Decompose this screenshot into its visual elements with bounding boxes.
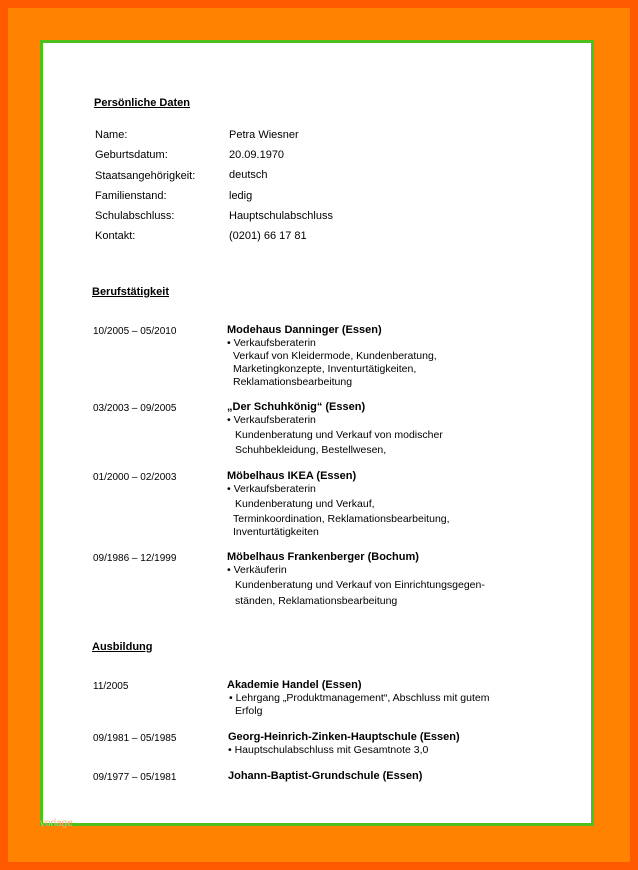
work-line: ständen, Reklamationsbearbeitung [235, 595, 398, 607]
work-entry [227, 470, 450, 539]
work-line: Verkauf von Kleidermode, Kundenberatung, [233, 350, 437, 362]
value-birthdate: 20.09.1970 [229, 149, 285, 161]
work-line: • Verkäuferin [227, 564, 287, 576]
education-line: • Hauptschulabschluss mit Gesamtnote 3,0 [228, 744, 429, 756]
value-marital-status: ledig [229, 190, 253, 202]
work-line: Schuhbekleidung, Bestellwesen, [235, 444, 387, 456]
cv-page [40, 40, 594, 826]
education-date: 09/1981 – 05/1985 [93, 733, 177, 744]
label-nationality: Staatsangehörigkeit: [95, 170, 196, 182]
education-date: 09/1977 – 05/1981 [93, 772, 177, 783]
work-line: Kundenberatung und Verkauf von Einrichtungsgegen- [235, 579, 485, 591]
work-line: Marketingkonzepte, Inventurtätigkeiten, [233, 363, 417, 375]
label-birthdate: Geburtsdatum: [95, 149, 168, 161]
label-contact: Kontakt: [95, 230, 136, 242]
education-title: Akademie Handel (Essen) [227, 679, 362, 691]
work-line: Kundenberatung und Verkauf, [235, 498, 375, 510]
work-line: Terminkoordination, Reklamationsbearbeitung, [233, 513, 450, 525]
work-entry [227, 551, 485, 608]
personal-heading: Persönliche Daten [94, 97, 190, 109]
label-name: Name: [95, 129, 128, 141]
work-line: • Verkaufsberaterin [227, 337, 316, 349]
work-date: 03/2003 – 09/2005 [93, 403, 177, 414]
work-title: Möbelhaus IKEA (Essen) [227, 470, 357, 482]
work-line: Reklamationsbearbeitung [233, 376, 353, 388]
work-date: 09/1986 – 12/1999 [93, 553, 177, 564]
value-school: Hauptschulabschluss [229, 210, 333, 222]
label-school: Schulabschluss: [95, 210, 175, 222]
work-date: 10/2005 – 05/2010 [93, 326, 177, 337]
education-title: Johann-Baptist-Grundschule (Essen) [228, 770, 423, 782]
work-line: Kundenberatung und Verkauf von modischer [235, 429, 443, 441]
education-line: Erfolg [235, 705, 263, 717]
value-name: Petra Wiesner [229, 129, 299, 141]
education-line: • Lehrgang „Produktmanagement“, Abschluss mit gutem [229, 692, 490, 704]
education-entry [228, 770, 422, 783]
watermark: vorlage [40, 818, 73, 829]
education-title: Georg-Heinrich-Zinken-Hauptschule (Essen) [228, 731, 460, 743]
work-entry [227, 324, 437, 389]
education-date: 11/2005 [93, 681, 129, 692]
work-line: • Verkaufsberaterin [227, 483, 316, 495]
value-nationality: deutsch [229, 169, 268, 181]
value-contact: (0201) 66 17 81 [229, 230, 307, 242]
education-heading: Ausbildung [92, 641, 153, 653]
education-entry [227, 679, 489, 718]
education-entry [228, 731, 460, 757]
work-entry [227, 401, 443, 457]
label-marital-status: Familienstand: [95, 190, 167, 202]
work-date: 01/2000 – 02/2003 [93, 472, 177, 483]
work-title: Möbelhaus Frankenberger (Bochum) [227, 551, 419, 563]
work-title: Modehaus Danninger (Essen) [227, 324, 382, 336]
work-title: „Der Schuhkönig“ (Essen) [227, 401, 366, 413]
work-line: • Verkaufsberaterin [227, 414, 316, 426]
work-line: Inventurtätigkeiten [233, 526, 319, 538]
work-heading: Berufstätigkeit [92, 286, 170, 298]
